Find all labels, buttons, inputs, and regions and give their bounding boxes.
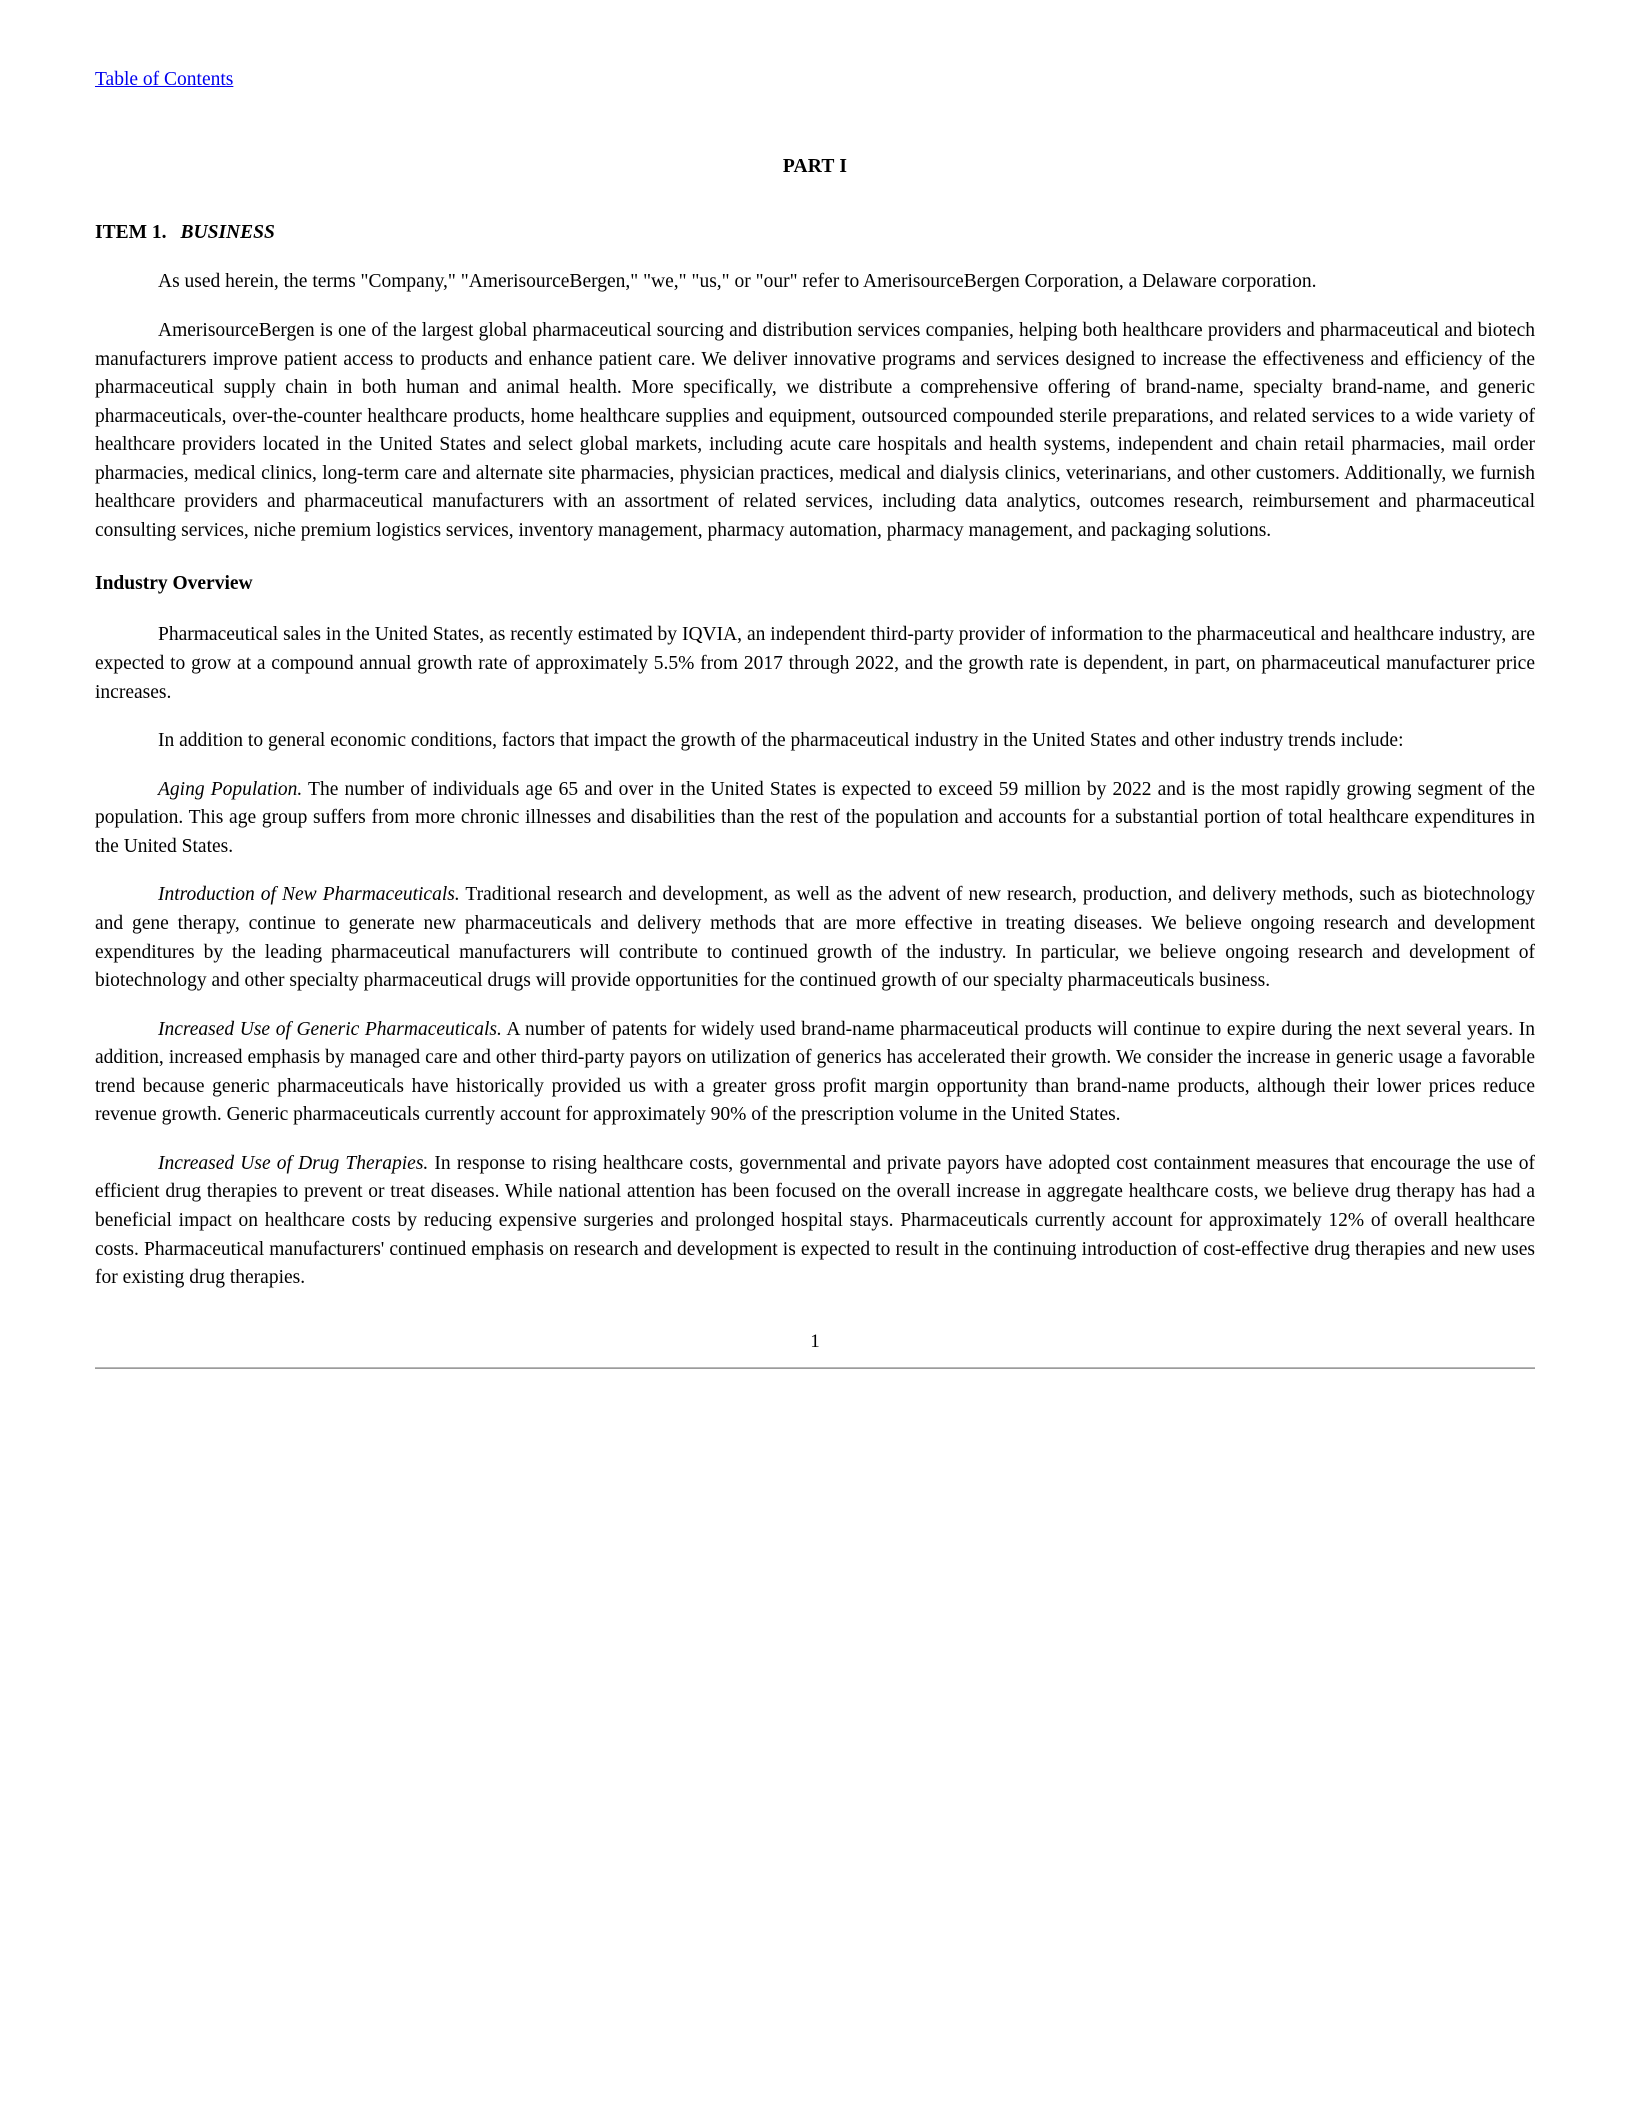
paragraph-definition: As used herein, the terms "Company," "AmerisourceBergen," "we," "us," or "our" refer to AmerisourceBergen Corporation, a Delaware corporation. [158, 271, 1317, 293]
trend-lead-in-drug-therapies: Increased Use of Drug Therapies. [158, 1152, 429, 1174]
paragraph-factors-intro: In addition to general economic conditions, factors that impact the growth of the pharmaceutical industry in the United States and other industry trends include: [158, 730, 1404, 752]
trend-lead-in-generic-pharmaceuticals: Increased Use of Generic Pharmaceuticals. [158, 1018, 502, 1040]
trend-lead-in-new-pharmaceuticals: Introduction of New Pharmaceuticals. [158, 884, 460, 906]
trend-body-drug-therapies: In response to rising healthcare costs, governmental and private payors have adopted cost containment measures that encourage the use of efficient drug therapies to prevent or treat diseases. While national attention has been focused on the overall increase in aggregate healthcare costs, we believe drug therapy has had a beneficial impact on healthcare costs by reducing expensive surgeries and prolonged hospital stays. Pharmaceuticals currently account for approximately 12% of overall healthcare costs. Pharmaceutical manufacturers' continued emphasis on research and development is expected to result in the continuing introduction of cost-effective drug therapies and new uses for existing drug therapies. [95, 1152, 1535, 1289]
footer-divider [95, 1367, 1535, 1369]
section-heading-industry-overview: Industry Overview [95, 573, 253, 595]
paragraph-trend-generic-pharmaceuticals [95, 1016, 1535, 1130]
page-number: 1 [810, 1330, 820, 1352]
table-of-contents-link[interactable]: Table of Contents [95, 69, 234, 90]
part-heading: PART I [782, 156, 848, 178]
page-content-column [95, 0, 1535, 1369]
item-number: ITEM 1. [95, 222, 167, 244]
paragraph-trend-drug-therapies [95, 1150, 1535, 1293]
paragraph-industry-sales: Pharmaceutical sales in the United States, as recently estimated by IQVIA, an independent third-party provider of information to the pharmaceutical and healthcare industry, are expected to grow at a compound annual growth rate of approximately 5.5% from 2017 through 2022, and the growth rate is dependent, in part, on pharmaceutical manufacturer price increases. [95, 624, 1535, 703]
item-heading [95, 222, 1535, 244]
paragraph-trend-new-pharmaceuticals [95, 881, 1535, 995]
paragraph-company-overview: AmerisourceBergen is one of the largest global pharmaceutical sourcing and distribution services companies, helping both healthcare providers and pharmaceutical and biotech manufacturers improve patient access to products and enhance patient care. We deliver innovative programs and services designed to increase the effectiveness and efficiency of the pharmaceutical supply chain in both human and animal health. More specifically, we distribute a comprehensive offering of brand-name, specialty brand-name, and generic pharmaceuticals, over-the-counter healthcare products, home healthcare supplies and equipment, outsourced compounded sterile preparations, and related services to a wide variety of healthcare providers located in the United States and select global markets, including acute care hospitals and health systems, independent and chain retail pharmacies, mail order pharmacies, medical clinics, long-term care and alternate site pharmacies, physician practices, medical and dialysis clinics, veterinarians, and other customers. Additionally, we furnish healthcare providers and pharmaceutical manufacturers with an assortment of related services, including data analytics, outcomes research, reimbursement and pharmaceutical consulting services, niche premium logistics services, inventory management, pharmacy automation, pharmacy management, and packaging solutions. [95, 319, 1535, 541]
paragraph-trend-aging-population [95, 776, 1535, 862]
trend-body-generic-pharmaceuticals: A number of patents for widely used brand-name pharmaceutical products will continue to expire during the next several years. In addition, increased emphasis by managed care and other third-party payors on utilization of generics has accelerated their growth. We consider the increase in generic usage a favorable trend because generic pharmaceuticals have historically provided us with a greater gross profit margin opportunity than brand-name products, although their lower prices reduce revenue growth. Generic pharmaceuticals currently account for approximately 90% of the prescription volume in the United States. [95, 1018, 1535, 1126]
trend-lead-in-aging-population: Aging Population. [158, 778, 303, 800]
item-title: BUSINESS [180, 222, 275, 244]
table-of-contents-link-row [95, 0, 1535, 91]
trend-body-new-pharmaceuticals: Traditional research and development, as well as the advent of new research, production, and delivery methods, such as biotechnology and gene therapy, continue to generate new pharmaceuticals and delivery methods that are more effective in treating diseases. We believe ongoing research and development expenditures by the leading pharmaceutical manufacturers will contribute to continued growth of the industry. In particular, we believe ongoing research and development of biotechnology and other specialty pharmaceutical drugs will provide opportunities for the continued growth of our specialty pharmaceuticals business. [95, 884, 1535, 992]
trend-body-aging-population: The number of individuals age 65 and over in the United States is expected to exceed 59 million by 2022 and is the most rapidly growing segment of the population. This age group suffers from more chronic illnesses and disabilities than the rest of the population and accounts for a substantial portion of total healthcare expenditures in the United States. [95, 778, 1535, 857]
